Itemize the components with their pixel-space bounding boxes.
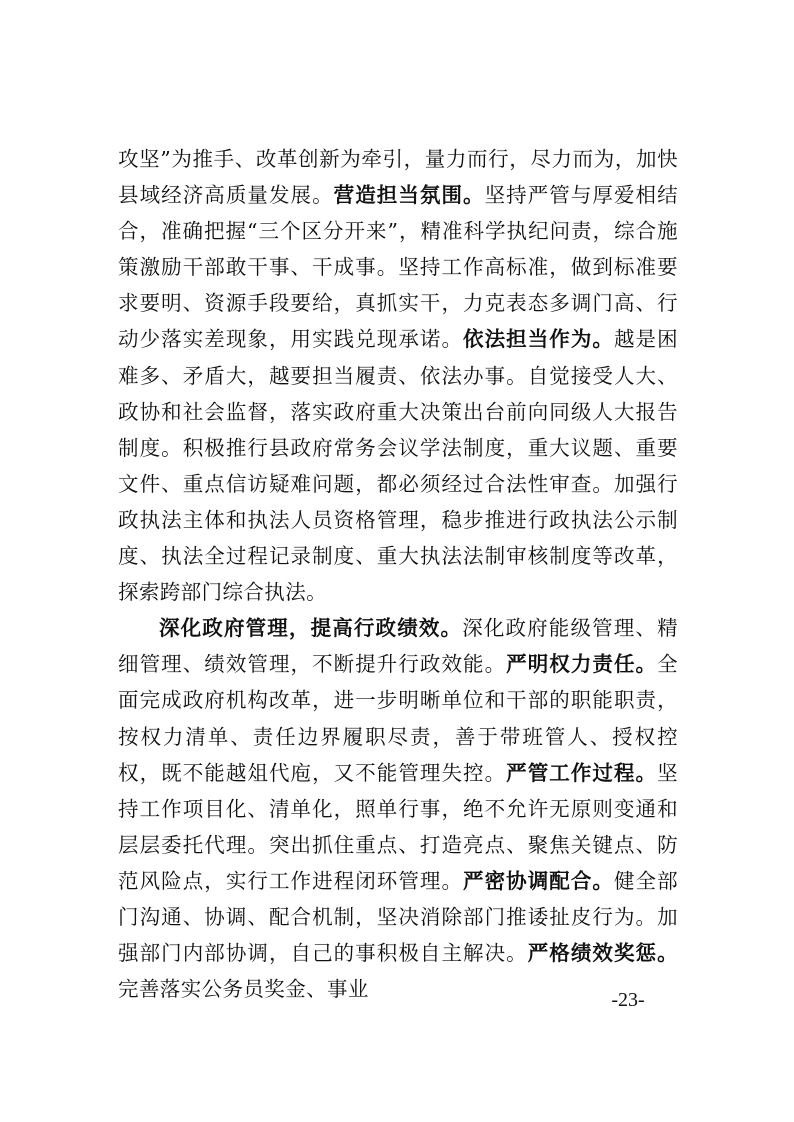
text-run: 完善落实公务员奖金、事业 <box>118 977 369 1002</box>
heading-run: 深化政府管理，提高行政绩效。 <box>159 616 463 641</box>
text-run: 健全部门沟通、协调、配合机制，坚决消除部门推诿扯皮行为。加强部门内部协调，自己的事积极自主解决。 <box>118 868 678 966</box>
paragraph-2 <box>118 610 678 1007</box>
text-run: 坚持严管与厚爱相结合，准确把握“三个区分开来”，精准科学执纪问责，综合施策激励干部敢干事、干成事。坚持工作高标准，做到标准要求要明、资源手段要给，真抓实干，力克表态多调门高、行动少落实差现象，用实践兑现承诺。 <box>118 183 678 352</box>
heading-run: 营造担当氛围。 <box>333 183 485 208</box>
text-run: 全面完成政府机构改革，进一步明晰单位和干部的职能职责，按权力清单、责任边界履职尽责，善于带班管人、授权控权，既不能越俎代庖，又不能管理失控。 <box>118 652 678 785</box>
paragraph-1 <box>118 141 678 610</box>
text-run: 坚持工作项目化、清单化，照单行事，绝不允许无原则变通和层层委托代理。突出抓住重点、打造亮点、聚焦关键点、防范风险点，实行工作进程闭环管理。 <box>118 760 678 893</box>
text-run: 越是困难多、矛盾大，越要担当履责、依法办事。自觉接受人大、政协和社会监督，落实政府重大决策出台前向同级人大报告制度。积极推行县政府常务会议学法制度，重大议题、重要文件、重点信访疑难问题，都必须经过合法性审查。加强行政执法主体和执法人员资格管理，稳步推进行政执法公示制度、执法全过程记录制度、重大执法法制审核制度等改革，探索跨部门综合执法。 <box>118 327 678 605</box>
text-run: 攻坚”为推手、改革创新为牵引，量力而行，尽力而为，加快县域经济高质量发展。 <box>118 147 678 208</box>
heading-run: 依法担当作为。 <box>463 327 614 352</box>
body-text <box>118 141 678 1007</box>
heading-run: 严格绩效奖惩。 <box>527 941 678 966</box>
text-run: 深化政府能级管理、精细管理、绩效管理，不断提升行政效能。 <box>118 616 678 677</box>
heading-run: 严管工作过程。 <box>506 760 658 785</box>
heading-run: 严明权力责任。 <box>506 652 658 677</box>
page-number: -23- <box>611 989 645 1011</box>
heading-run: 严密协调配合。 <box>463 868 614 893</box>
